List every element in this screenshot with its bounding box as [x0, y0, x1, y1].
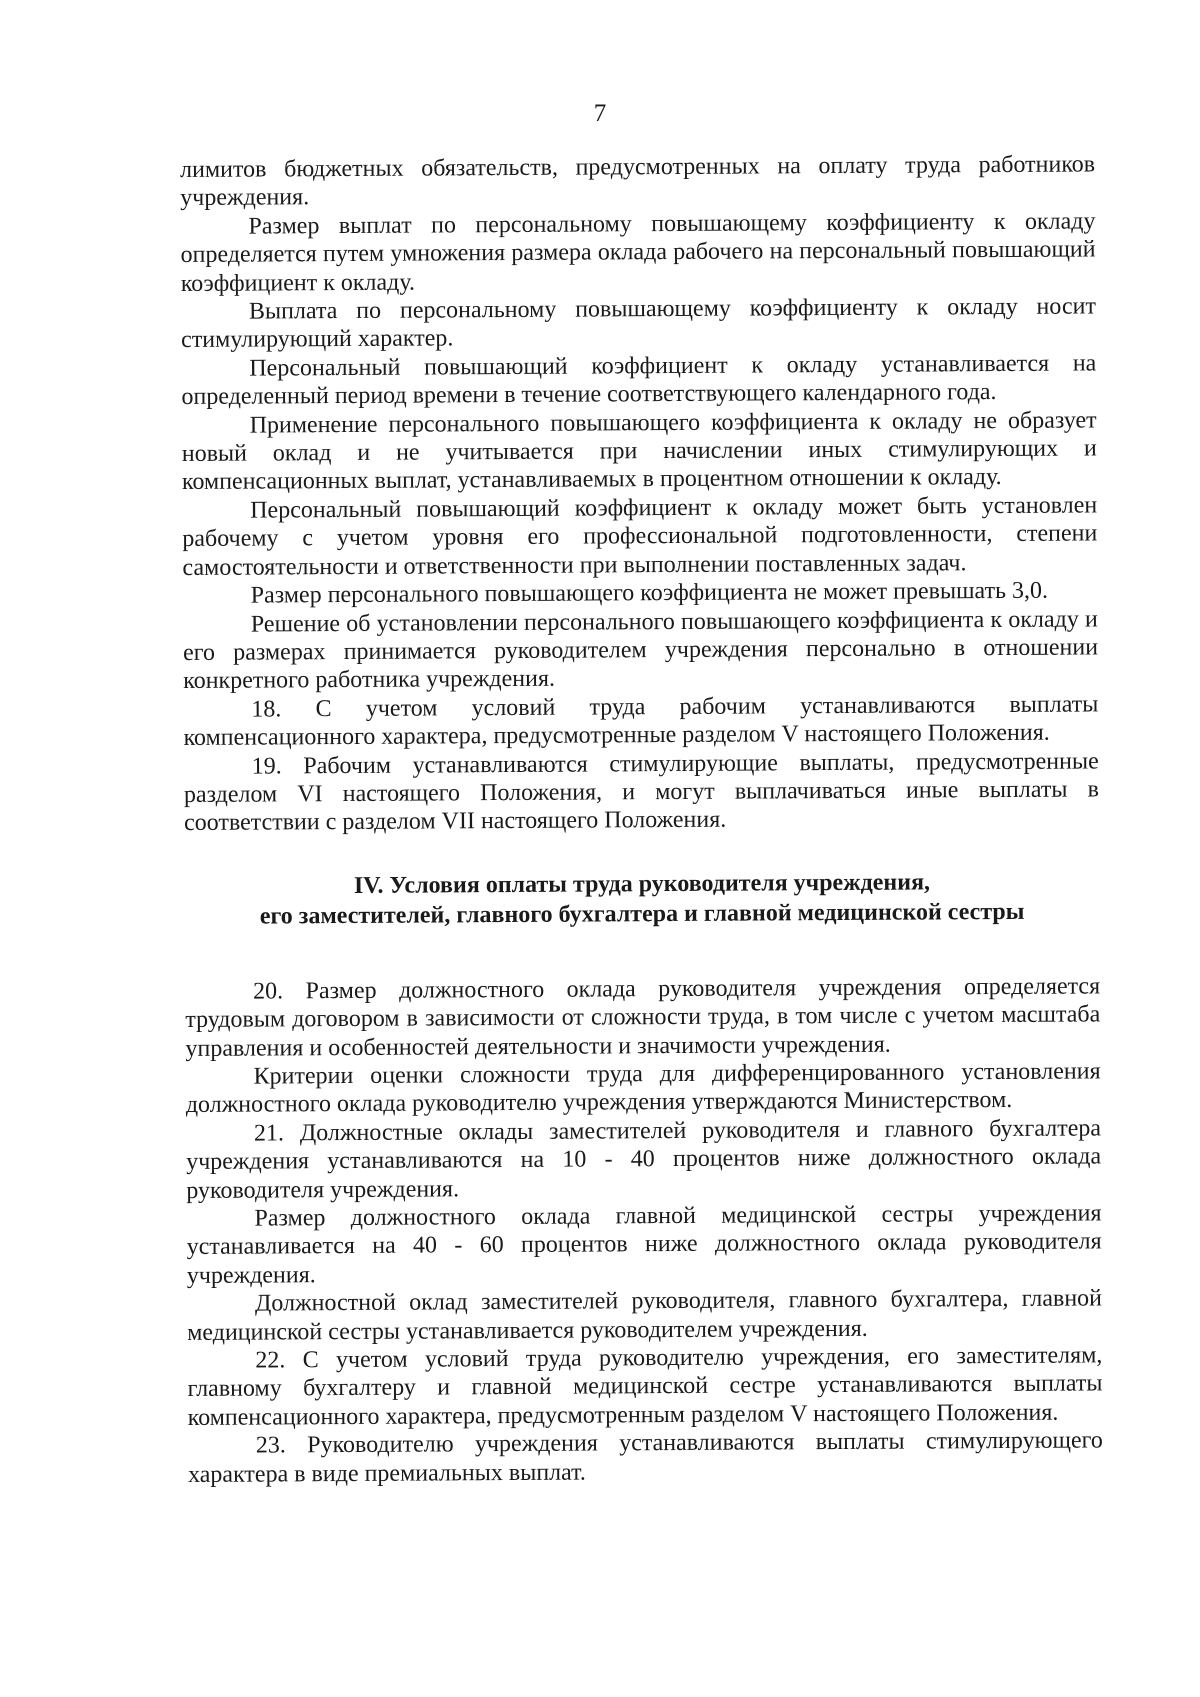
paragraph-item-22: 22. С учетом условий труда руководителю учреждения, его заместителям, главному бухгалтеру и главной медицинской сестре устанавливаются выплаты компенсационного характера, предусмотренным разделом V настоящего Положения. — [187, 1342, 1103, 1431]
paragraph: Персональный повышающий коэффициент к окладу может быть установлен рабочему с учетом уровня его профессиональной подготовленности, степени самостоятельности и ответственности при выполнении поставленных задач. — [182, 492, 1098, 581]
paragraph-item-23: 23. Руководителю учреждения устанавливаются выплаты стимулирующего характера в виде премиальных выплат. — [187, 1427, 1103, 1488]
paragraph-continuation: лимитов бюджетных обязательств, предусмотренных на оплату труда работников учреждения. — [180, 151, 1096, 212]
paragraph-item-21: 21. Должностные оклады заместителей руководителя и главного бухгалтера учреждения устанавливаются на 10 - 40 процентов ниже должностного оклада руководителя учреждения. — [186, 1115, 1102, 1204]
paragraph: Размер персонального повышающего коэффициента не может превышать 3,0. — [250, 577, 1049, 609]
paragraph: Выплата по персональному повышающему коэффициенту к окладу носит стимулирующий характер. — [181, 293, 1097, 354]
paragraph: Персональный повышающий коэффициент к окладу устанавливается на определенный период времени в течение соответствующего календарного года. — [181, 350, 1097, 411]
section-heading — [184, 866, 1099, 932]
paragraph: Размер должностного оклада главной медицинской сестры учреждения устанавливается на 40 - 60 процентов ниже должностного оклада руководителя учреждения. — [186, 1200, 1102, 1289]
paragraph-item-20: 20. Размер должностного оклада руководителя учреждения определяется трудовым договором в зависимости от сложности труда, в том числе с учетом масштаба управления и особенностей деятельности и значимости учреждения. — [185, 973, 1101, 1062]
paragraph: Должностной оклад заместителей руководителя, главного бухгалтера, главной медицинской сестры устанавливается руководителем учреждения. — [187, 1285, 1103, 1346]
paragraph: Критерии оценки сложности труда для дифференцированного установления должностного оклада руководителю учреждения утверждаются Министерством. — [185, 1058, 1101, 1119]
paragraph-item-19: 19. Рабочим устанавливаются стимулирующие выплаты, предусмотренные разделом VI настоящего Положения, и могут выплачиваться иные выплаты в соответствии с разделом VII настоящего Положения. — [183, 747, 1099, 837]
section-heading-line-1: IV. Условия оплаты труда руководителя учреждения, — [353, 869, 931, 899]
page-number: 7 — [593, 100, 607, 127]
paragraph: Решение об установлении персонального повышающего коэффициента к окладу и его размерах принимается руководителем учреждения персонально в отношении конкретного работника учреждения. — [182, 605, 1099, 695]
document-body — [180, 150, 1103, 1489]
paragraph-item-18: 18. С учетом условий труда рабочим устанавливаются выплаты компенсационного характера, предусмотренные разделом V настоящего Положения. — [183, 691, 1099, 752]
section-heading-line-2: его заместителей, главного бухгалтера и главной медицинской сестры — [259, 898, 1025, 930]
paragraph: Применение персонального повышающего коэффициента к окладу не образует новый оклад и не учитывается при начислении иных стимулирующих и компенсационных выплат, устанавливаемых в процентном отношении к окладу. — [181, 407, 1097, 496]
paragraph: Размер выплат по персональному повышающему коэффициенту к окладу определяется путем умножения размера оклада рабочего на персональный повышающий коэффициент к окладу. — [180, 208, 1096, 297]
